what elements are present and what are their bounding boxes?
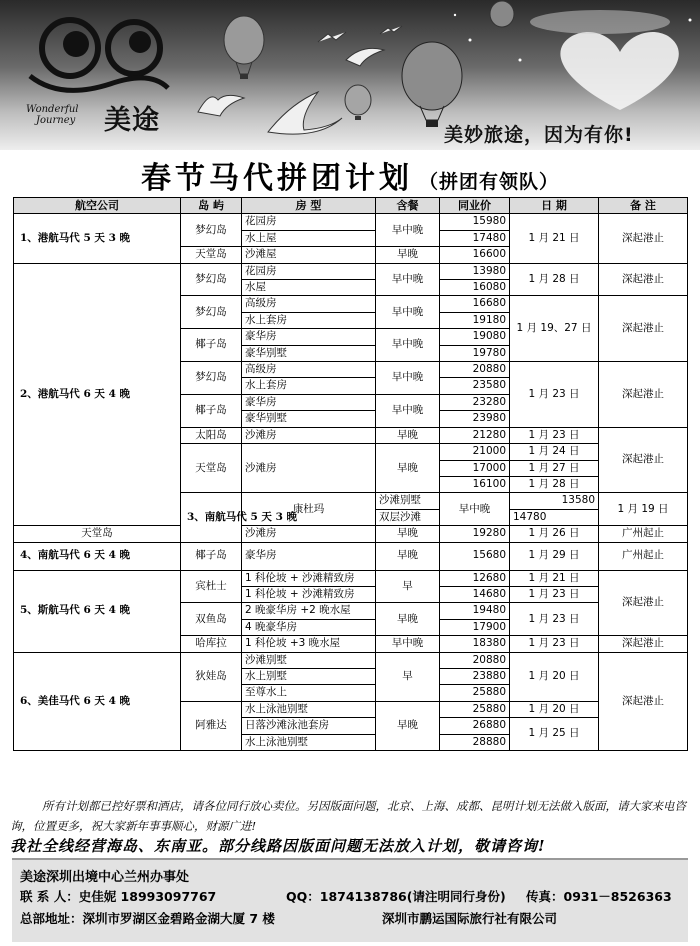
office-name: 美途深圳出境中心兰州办事处 — [20, 870, 190, 885]
price: 28880 — [440, 734, 510, 750]
route-name: 2、港航马代 6 天 4 晚 — [14, 263, 181, 526]
route-name: 6、美佳马代 6 天 4 晚 — [14, 652, 181, 750]
column-header: 航空公司 — [14, 198, 181, 214]
route-name: 4、南航马代 6 天 4 晚 — [14, 542, 181, 570]
room-type: 沙滩别墅 — [242, 652, 376, 668]
meal-plan: 早中晚 — [376, 329, 440, 362]
departure-date: 1 月 21 日 — [510, 570, 599, 586]
price: 17000 — [440, 460, 510, 476]
contact-line — [20, 887, 672, 905]
price: 23980 — [440, 411, 510, 427]
remark: 深起港止 — [599, 652, 688, 750]
island: 梦幻岛 — [181, 296, 242, 329]
price: 19280 — [440, 526, 510, 542]
island: 梦幻岛 — [181, 263, 242, 296]
meal-plan: 早中晚 — [440, 493, 510, 526]
departure-date: 1 月 24 日 — [510, 444, 599, 460]
island: 康杜玛 — [242, 493, 376, 526]
slogan: 美妙旅途，因为有你! — [444, 124, 634, 146]
remark: 广州起止 — [599, 542, 688, 570]
remark: 广州起止 — [599, 526, 688, 542]
route-name: 3、南航马代 5 天 3 晚 — [181, 493, 242, 542]
table-header-row — [14, 198, 688, 214]
price: 17900 — [440, 619, 510, 635]
price: 15680 — [440, 542, 510, 570]
room-type: 沙滩别墅 — [376, 493, 440, 509]
room-type: 高级房 — [242, 296, 376, 312]
page-title: 春节马代拼团计划 — [140, 161, 413, 196]
page-subtitle: （拼团有领队） — [418, 171, 559, 193]
departure-date: 1 月 27 日 — [510, 460, 599, 476]
heart-cloud-icon — [560, 32, 678, 110]
address-line — [20, 909, 557, 927]
page-title-row — [0, 153, 700, 196]
table-row — [14, 263, 688, 279]
price: 23280 — [440, 394, 510, 410]
price: 25880 — [440, 701, 510, 717]
meal-plan: 早晚 — [376, 526, 440, 542]
column-header: 含餐 — [376, 198, 440, 214]
balloon-icon — [402, 42, 462, 127]
room-type: 1 科伦坡 + 沙滩精致房 — [242, 586, 376, 602]
island: 阿雅达 — [181, 701, 242, 750]
balloon-icon — [345, 85, 371, 120]
departure-date: 1 月 26 日 — [510, 526, 599, 542]
remark: 深起港止 — [599, 362, 688, 428]
column-header: 岛 屿 — [181, 198, 242, 214]
room-type: 沙滩房 — [242, 427, 376, 443]
remark: 深起港止 — [599, 427, 688, 493]
price: 20880 — [440, 652, 510, 668]
fax-number: 传真：0931－8526363 — [526, 889, 672, 904]
meal-plan: 早晚 — [376, 247, 440, 263]
room-type: 沙滩房 — [242, 526, 376, 542]
island: 太阳岛 — [181, 427, 242, 443]
room-type: 沙滩房 — [242, 444, 376, 493]
room-type: 1 科伦坡 +3 晚水屋 — [242, 636, 376, 652]
departure-date: 1 月 23 日 — [510, 603, 599, 636]
island: 哈库拉 — [181, 636, 242, 652]
departure-date: 1 月 28 日 — [510, 263, 599, 296]
meal-plan: 早晚 — [376, 444, 440, 493]
room-type: 花园房 — [242, 263, 376, 279]
table-row — [14, 526, 688, 542]
remark: 深起港止 — [599, 636, 688, 652]
logo-icon — [30, 20, 168, 90]
island: 梦幻岛 — [181, 362, 242, 395]
meal-plan: 早中晚 — [376, 214, 440, 247]
price: 19780 — [440, 345, 510, 361]
room-type: 1 科伦坡 + 沙滩精致房 — [242, 570, 376, 586]
price: 14780 — [510, 509, 599, 525]
tour-plan-table — [13, 197, 688, 751]
price: 20880 — [440, 362, 510, 378]
brand-english-name: Wonderful Journey — [26, 104, 79, 126]
meal-plan: 早晚 — [376, 603, 440, 636]
meal-plan: 早中晚 — [376, 263, 440, 296]
price: 16100 — [440, 476, 510, 492]
route-name: 5、斯航马代 6 天 4 晚 — [14, 570, 181, 652]
meal-plan: 早 — [376, 652, 440, 701]
price: 16080 — [440, 280, 510, 296]
room-type: 沙滩屋 — [242, 247, 376, 263]
price: 15980 — [440, 214, 510, 230]
company-name: 深圳市鹏运国际旅行社有限公司 — [382, 911, 558, 926]
room-type: 水上泳池别墅 — [242, 734, 376, 750]
departure-date: 1 月 19、27 日 — [510, 296, 599, 362]
price: 13580 — [510, 493, 599, 509]
meal-plan: 早中晚 — [376, 362, 440, 395]
price: 21000 — [440, 444, 510, 460]
room-type: 水上套房 — [242, 312, 376, 328]
room-type: 4 晚豪华房 — [242, 619, 376, 635]
room-type: 高级房 — [242, 362, 376, 378]
column-header: 日 期 — [510, 198, 599, 214]
departure-date: 1 月 19 日 — [599, 493, 688, 526]
room-type: 豪华房 — [242, 542, 376, 570]
island: 天堂岛 — [14, 526, 181, 542]
price: 13980 — [440, 263, 510, 279]
brand-name: 美途 — [104, 105, 160, 136]
room-type: 豪华别墅 — [242, 411, 376, 427]
route-name: 1、港航马代 5 天 3 晚 — [14, 214, 181, 263]
price: 25880 — [440, 685, 510, 701]
remark: 深起港止 — [599, 263, 688, 296]
header-banner — [0, 0, 700, 150]
room-type: 豪华别墅 — [242, 345, 376, 361]
departure-date: 1 月 20 日 — [510, 652, 599, 701]
island: 狄娃岛 — [181, 652, 242, 701]
price: 19080 — [440, 329, 510, 345]
hq-address: 总部地址：深圳市罗湖区金碧路金湖大厦 7 楼 — [20, 911, 275, 926]
price: 17480 — [440, 230, 510, 246]
column-header: 房 型 — [242, 198, 376, 214]
qq-number: QQ：1874138786(请注明同行身份) — [286, 889, 506, 904]
table-row — [14, 570, 688, 586]
room-type: 至尊水上 — [242, 685, 376, 701]
room-type: 水上屋 — [242, 230, 376, 246]
island: 双鱼岛 — [181, 603, 242, 636]
notes-text: 所有计划都已控好票和酒店，请各位同行放心卖位。另因版面问题，北京、上海、成都、昆明计划无法做入版面，请大家来电咨询，位置更多，祝大家新年事事顺心，财源广进! — [10, 799, 686, 833]
highlight-note: 我社全线经营海岛、东南亚。部分线路因版面问题无法放入计划，敬请咨询! — [10, 837, 546, 855]
price: 16680 — [440, 296, 510, 312]
departure-date: 1 月 23 日 — [510, 427, 599, 443]
departure-date: 1 月 23 日 — [510, 586, 599, 602]
island: 椰子岛 — [181, 394, 242, 427]
departure-date: 1 月 28 日 — [510, 476, 599, 492]
price: 18380 — [440, 636, 510, 652]
price: 12680 — [440, 570, 510, 586]
price: 21280 — [440, 427, 510, 443]
remark: 深起港止 — [599, 570, 688, 636]
table-row — [14, 542, 688, 570]
departure-date: 1 月 25 日 — [510, 718, 599, 751]
contact-box — [12, 858, 688, 942]
contact-person: 联 系 人：史佳妮 18993097767 — [20, 889, 217, 904]
departure-date: 1 月 23 日 — [510, 636, 599, 652]
meal-plan: 早晚 — [376, 701, 440, 750]
column-header: 同业价 — [440, 198, 510, 214]
room-type: 豪华房 — [242, 329, 376, 345]
room-type: 日落沙滩泳池套房 — [242, 718, 376, 734]
room-type: 水上别墅 — [242, 668, 376, 684]
remark: 深起港止 — [599, 214, 688, 263]
room-type: 花园房 — [242, 214, 376, 230]
meal-plan: 早中晚 — [376, 296, 440, 329]
price: 23580 — [440, 378, 510, 394]
room-type: 2 晚豪华房 +2 晚水屋 — [242, 603, 376, 619]
meal-plan: 早中晚 — [376, 636, 440, 652]
room-type: 水上泳池别墅 — [242, 701, 376, 717]
price: 19180 — [440, 312, 510, 328]
room-type: 双层沙滩 — [376, 509, 440, 525]
price: 14680 — [440, 586, 510, 602]
island: 椰子岛 — [181, 542, 242, 570]
balloon-icon — [224, 16, 264, 79]
balloon-icon — [490, 1, 514, 27]
island: 天堂岛 — [181, 444, 242, 493]
departure-date: 1 月 29 日 — [510, 542, 599, 570]
meal-plan: 早 — [376, 570, 440, 603]
island: 椰子岛 — [181, 329, 242, 362]
price: 23880 — [440, 668, 510, 684]
table-row — [14, 214, 688, 230]
meal-plan: 早晚 — [376, 542, 440, 570]
room-type: 水上套房 — [242, 378, 376, 394]
departure-date: 1 月 21 日 — [510, 214, 599, 263]
room-type: 水屋 — [242, 280, 376, 296]
meal-plan: 早中晚 — [376, 394, 440, 427]
table-row — [14, 652, 688, 668]
departure-date: 1 月 20 日 — [510, 701, 599, 717]
room-type: 豪华房 — [242, 394, 376, 410]
remark: 深起港止 — [599, 296, 688, 362]
island: 宾杜士 — [181, 570, 242, 603]
column-header: 备 注 — [599, 198, 688, 214]
island: 天堂岛 — [181, 247, 242, 263]
price: 19480 — [440, 603, 510, 619]
island: 梦幻岛 — [181, 214, 242, 247]
price: 16600 — [440, 247, 510, 263]
price: 26880 — [440, 718, 510, 734]
meal-plan: 早晚 — [376, 427, 440, 443]
departure-date: 1 月 23 日 — [510, 362, 599, 428]
